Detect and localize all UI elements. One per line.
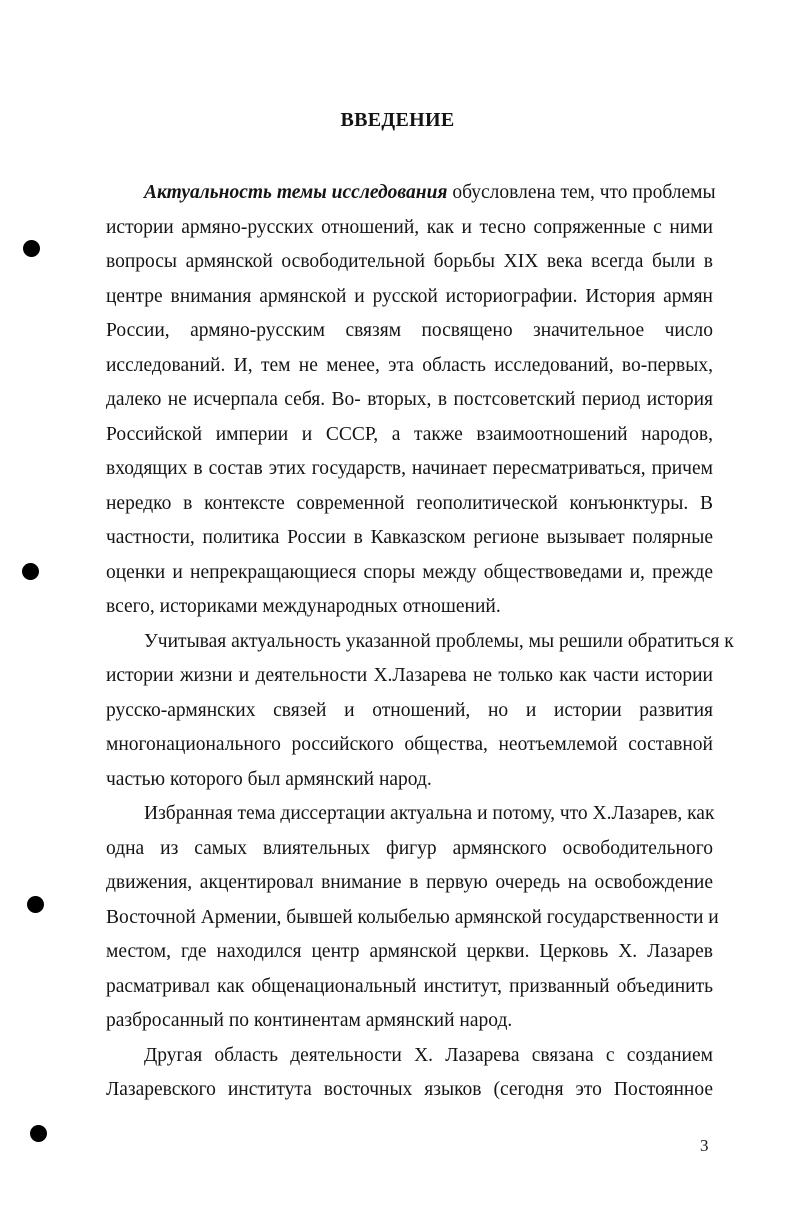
paragraph-line: истории жизни и деятельности Х.Лазарева не только как части истории	[106, 665, 713, 686]
paragraph-line: расматривал как общенациональный институт, призванный объединить	[106, 975, 713, 997]
binding-hole-mark	[27, 896, 44, 913]
line-text: обусловлена тем, что проблемы	[447, 182, 716, 203]
paragraph-line: Учитывая актуальность указанной проблемы, мы решили обратиться к	[144, 630, 734, 652]
paragraph-line: оценки и непрекращающиеся споры между обществоведами и, прежде	[106, 561, 713, 583]
page-number: 3	[700, 1136, 709, 1155]
paragraph-line: далеко не исчерпала себя. Во- вторых, в постсоветский период история	[106, 389, 713, 410]
paragraph-line: местом, где находился центр армянской церкви. Церковь Х. Лазарев	[106, 941, 713, 962]
paragraph-line: нередко в контексте современной геополитической конъюнктуры. В	[106, 492, 713, 514]
paragraph-line: входящих в состав этих государств, начинает пересматриваться, причем	[106, 458, 713, 479]
binding-hole-mark	[30, 1125, 47, 1142]
paragraph-line: движения, акцентировал внимание в первую очередь на освобождение	[106, 872, 713, 893]
paragraph-line: Избранная тема диссертации актуальна и потому, что Х.Лазарев, как	[144, 803, 715, 824]
paragraph-line: частности, политика России в Кавказском регионе вызывает полярные	[106, 527, 713, 548]
paragraph-line: исследований. И, тем не менее, эта область исследований, во-первых,	[106, 354, 713, 376]
paragraph-line: истории армяно-русских отношений, как и тесно сопряженные с ними	[106, 216, 713, 238]
paragraph-line: центре внимания армянской и русской историографии. История армян	[106, 285, 713, 307]
paragraph-line	[106, 176, 716, 211]
binding-hole-mark	[23, 240, 40, 257]
paragraph-line: одна из самых влиятельных фигур армянского освободительного	[106, 837, 713, 859]
emphasized-phrase: Актуальность темы исследования	[144, 182, 448, 203]
paragraph-line: частью которого был армянский народ.	[106, 768, 432, 790]
paragraph-line: разбросанный по континентам армянский народ.	[106, 1010, 513, 1031]
page-title: ВВЕДЕНИЕ	[340, 109, 455, 131]
paragraph-line: многонационального российского общества, неотъемлемой составной	[106, 734, 713, 755]
paragraph-line: русско-армянских связей и отношений, но и истории развития	[106, 699, 713, 721]
paragraph-line: России, армяно-русским связям посвящено значительное число	[106, 320, 713, 341]
paragraph-line: Восточной Армении, бывшей колыбелью армянской государственности и	[106, 906, 719, 928]
body-text	[106, 176, 734, 1108]
paragraph-line: Другая область деятельности Х. Лазарева связана с созданием	[144, 1044, 713, 1066]
paragraph-line: всего, историками международных отношений.	[106, 596, 501, 617]
paragraph-line: Российской империи и СССР, а также взаимоотношений народов,	[106, 423, 713, 445]
binding-hole-mark	[22, 563, 39, 580]
paragraph-line: Лазаревского института восточных языков (сегодня это Постоянное	[106, 1079, 713, 1100]
paragraph-line: вопросы армянской освободительной борьбы XIX века всегда были в	[106, 251, 713, 272]
